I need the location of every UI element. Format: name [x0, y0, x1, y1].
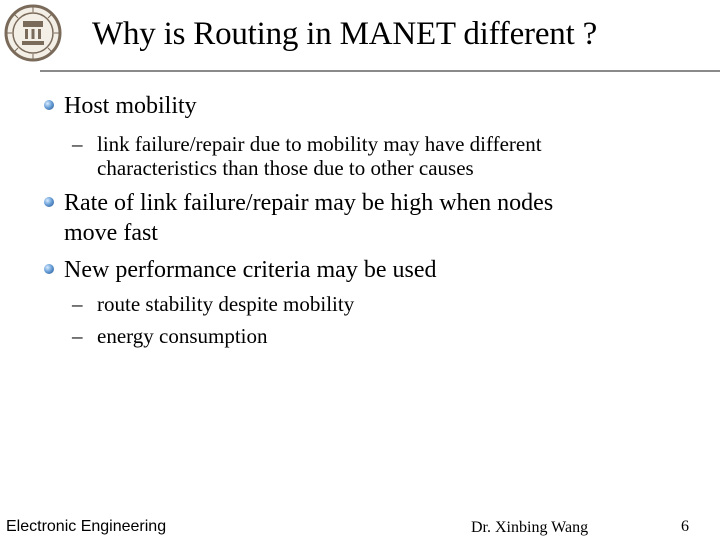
sub-bullet-text: characteristics than those due to other causes	[97, 156, 474, 180]
page-number: 6	[681, 518, 689, 535]
bullet-icon	[44, 100, 54, 110]
sub-bullet-text: link failure/repair due to mobility may have different	[97, 132, 542, 156]
bullet-text: Host mobility	[64, 93, 197, 119]
slide-title: Why is Routing in MANET different ?	[92, 16, 598, 52]
dash-icon: –	[72, 132, 83, 156]
dash-icon: –	[72, 324, 83, 348]
footer-author: Dr. Xinbing Wang	[471, 519, 589, 536]
sub-bullet-text: energy consumption	[97, 324, 268, 348]
bullet-text: move fast	[64, 220, 158, 246]
bullet-text: Rate of link failure/repair may be high when nodes	[64, 190, 554, 216]
bullet-icon	[44, 197, 54, 207]
bullet-icon	[44, 264, 54, 274]
bullet-text: New performance criteria may be used	[64, 257, 437, 283]
university-logo	[4, 4, 62, 62]
sub-bullet-text: route stability despite mobility	[97, 292, 355, 316]
footer-department: Electronic Engineering	[6, 518, 167, 535]
title-divider	[40, 70, 720, 72]
dash-icon: –	[72, 292, 83, 316]
